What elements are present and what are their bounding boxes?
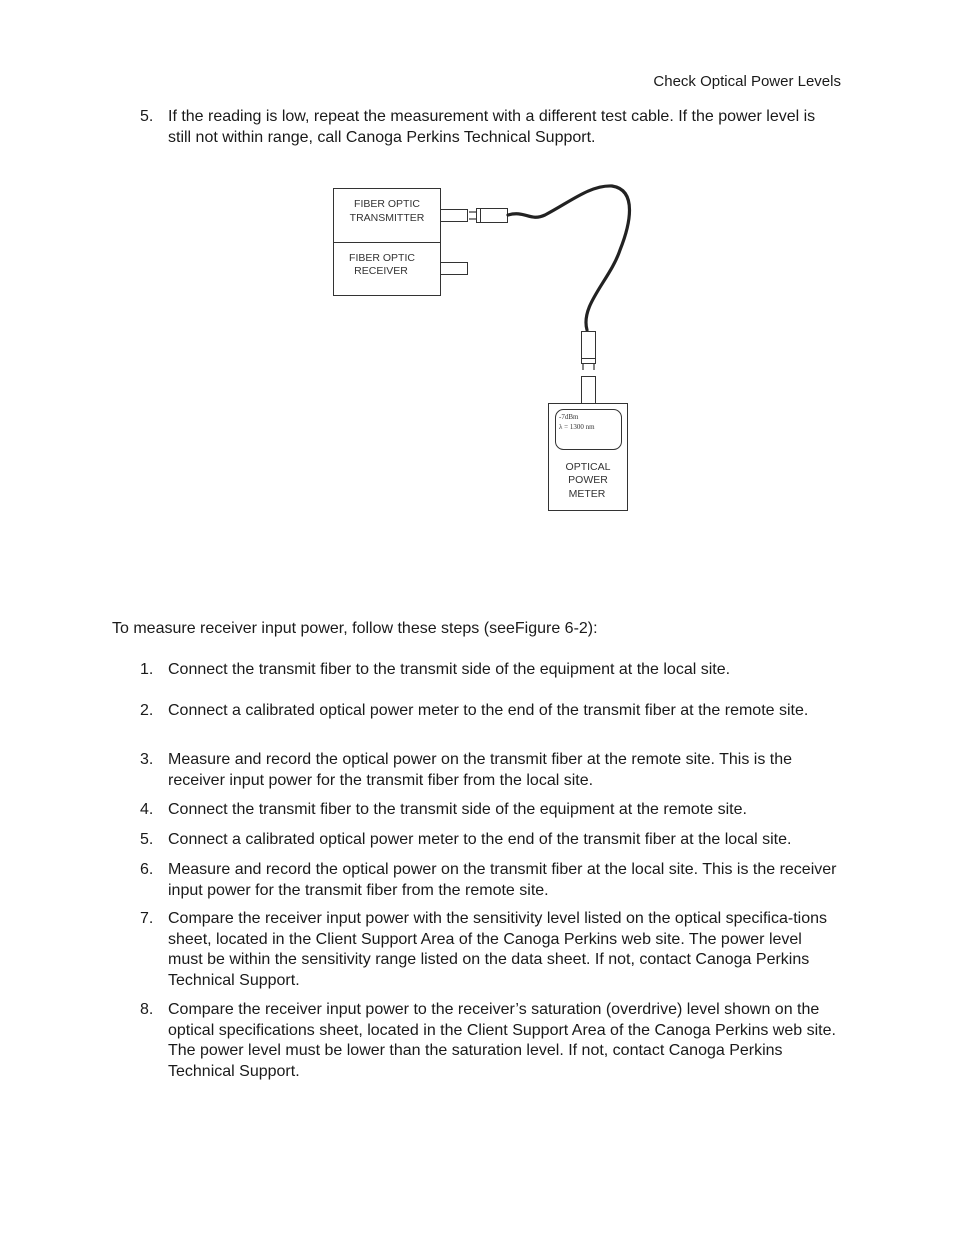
receiver-port: [441, 263, 468, 275]
receiver-label-line1: FIBER OPTIC: [349, 252, 415, 264]
step-text: Compare the receiver input power to the receiver’s saturation (overdrive) level shown on the optical specifications sheet, located in the Client Support Area of the Canoga Perkins web site. The power level must be lower than the saturation level. If not, contact Canoga Perkins Technical Support.: [168, 1001, 836, 1080]
step-item: [112, 800, 840, 821]
step-number: 3.: [140, 751, 154, 768]
step-item: [112, 660, 840, 681]
fiber-cable: [508, 186, 630, 330]
step-number: 7.: [140, 910, 154, 927]
step-number: 1.: [140, 661, 154, 678]
step-number: 2.: [140, 702, 154, 719]
step-text: If the reading is low, repeat the measurement with a different test cable. If the power level is still not within range, call Canoga Perkins Technical Support.: [168, 108, 816, 146]
transmitter-label-line1: FIBER OPTIC: [354, 198, 420, 210]
step-text: Connect the transmit fiber to the transmit side of the equipment at the local site.: [168, 661, 731, 678]
fiber-connector-tx: [477, 209, 508, 223]
measurement-diagram: [330, 180, 640, 520]
step-item: [112, 909, 840, 991]
step-number: 5.: [140, 831, 154, 848]
step-item: [112, 830, 840, 851]
running-header: Check Optical Power Levels: [653, 73, 841, 90]
step-item: [112, 860, 840, 901]
meter-label-line3: METER: [568, 488, 606, 500]
meter-reading: -7dBm: [559, 413, 579, 421]
step-item: [112, 701, 840, 722]
step-text: Connect the transmit fiber to the transmit side of the equipment at the remote site.: [168, 801, 747, 818]
meter-wavelength: λ = 1300 nm: [559, 423, 595, 431]
step-number: 4.: [140, 801, 154, 818]
step-text: Compare the receiver input power with the sensitivity level listed on the optical specifica-tions sheet, located in the Client Support Area of the Canoga Perkins web site. The power level must be within the sensitivity range listed on the data sheet. If not, contact Canoga Perkins Technical Support.: [168, 910, 827, 989]
step-number: 5.: [140, 108, 154, 125]
transmitter-label-line2: TRANSMITTER: [349, 212, 425, 224]
step-item: [112, 107, 840, 148]
receiver-label-line2: RECEIVER: [354, 265, 408, 277]
meter-label-line1: OPTICAL: [565, 461, 611, 473]
step-item: [112, 750, 840, 791]
transmitter-port: [441, 210, 468, 222]
meter-input-port: [582, 377, 596, 404]
step-number: 6.: [140, 861, 154, 878]
meter-label-line2: POWER: [568, 474, 608, 486]
step-text: Connect a calibrated optical power meter to the end of the transmit fiber at the remote site.: [168, 702, 809, 719]
step-text: Measure and record the optical power on the transmit fiber at the remote site. This is the receiver input power for the transmit fiber from the local site.: [168, 751, 793, 789]
intro-paragraph: To measure receiver input power, follow these steps (seeFigure 6-2):: [112, 620, 598, 637]
step-number: 8.: [140, 1001, 154, 1018]
step-item: [112, 1000, 840, 1082]
step-text: Connect a calibrated optical power meter to the end of the transmit fiber at the local site.: [168, 831, 792, 848]
step-text: Measure and record the optical power on the transmit fiber at the local site. This is the receiver input power for the transmit fiber from the remote site.: [168, 861, 837, 899]
